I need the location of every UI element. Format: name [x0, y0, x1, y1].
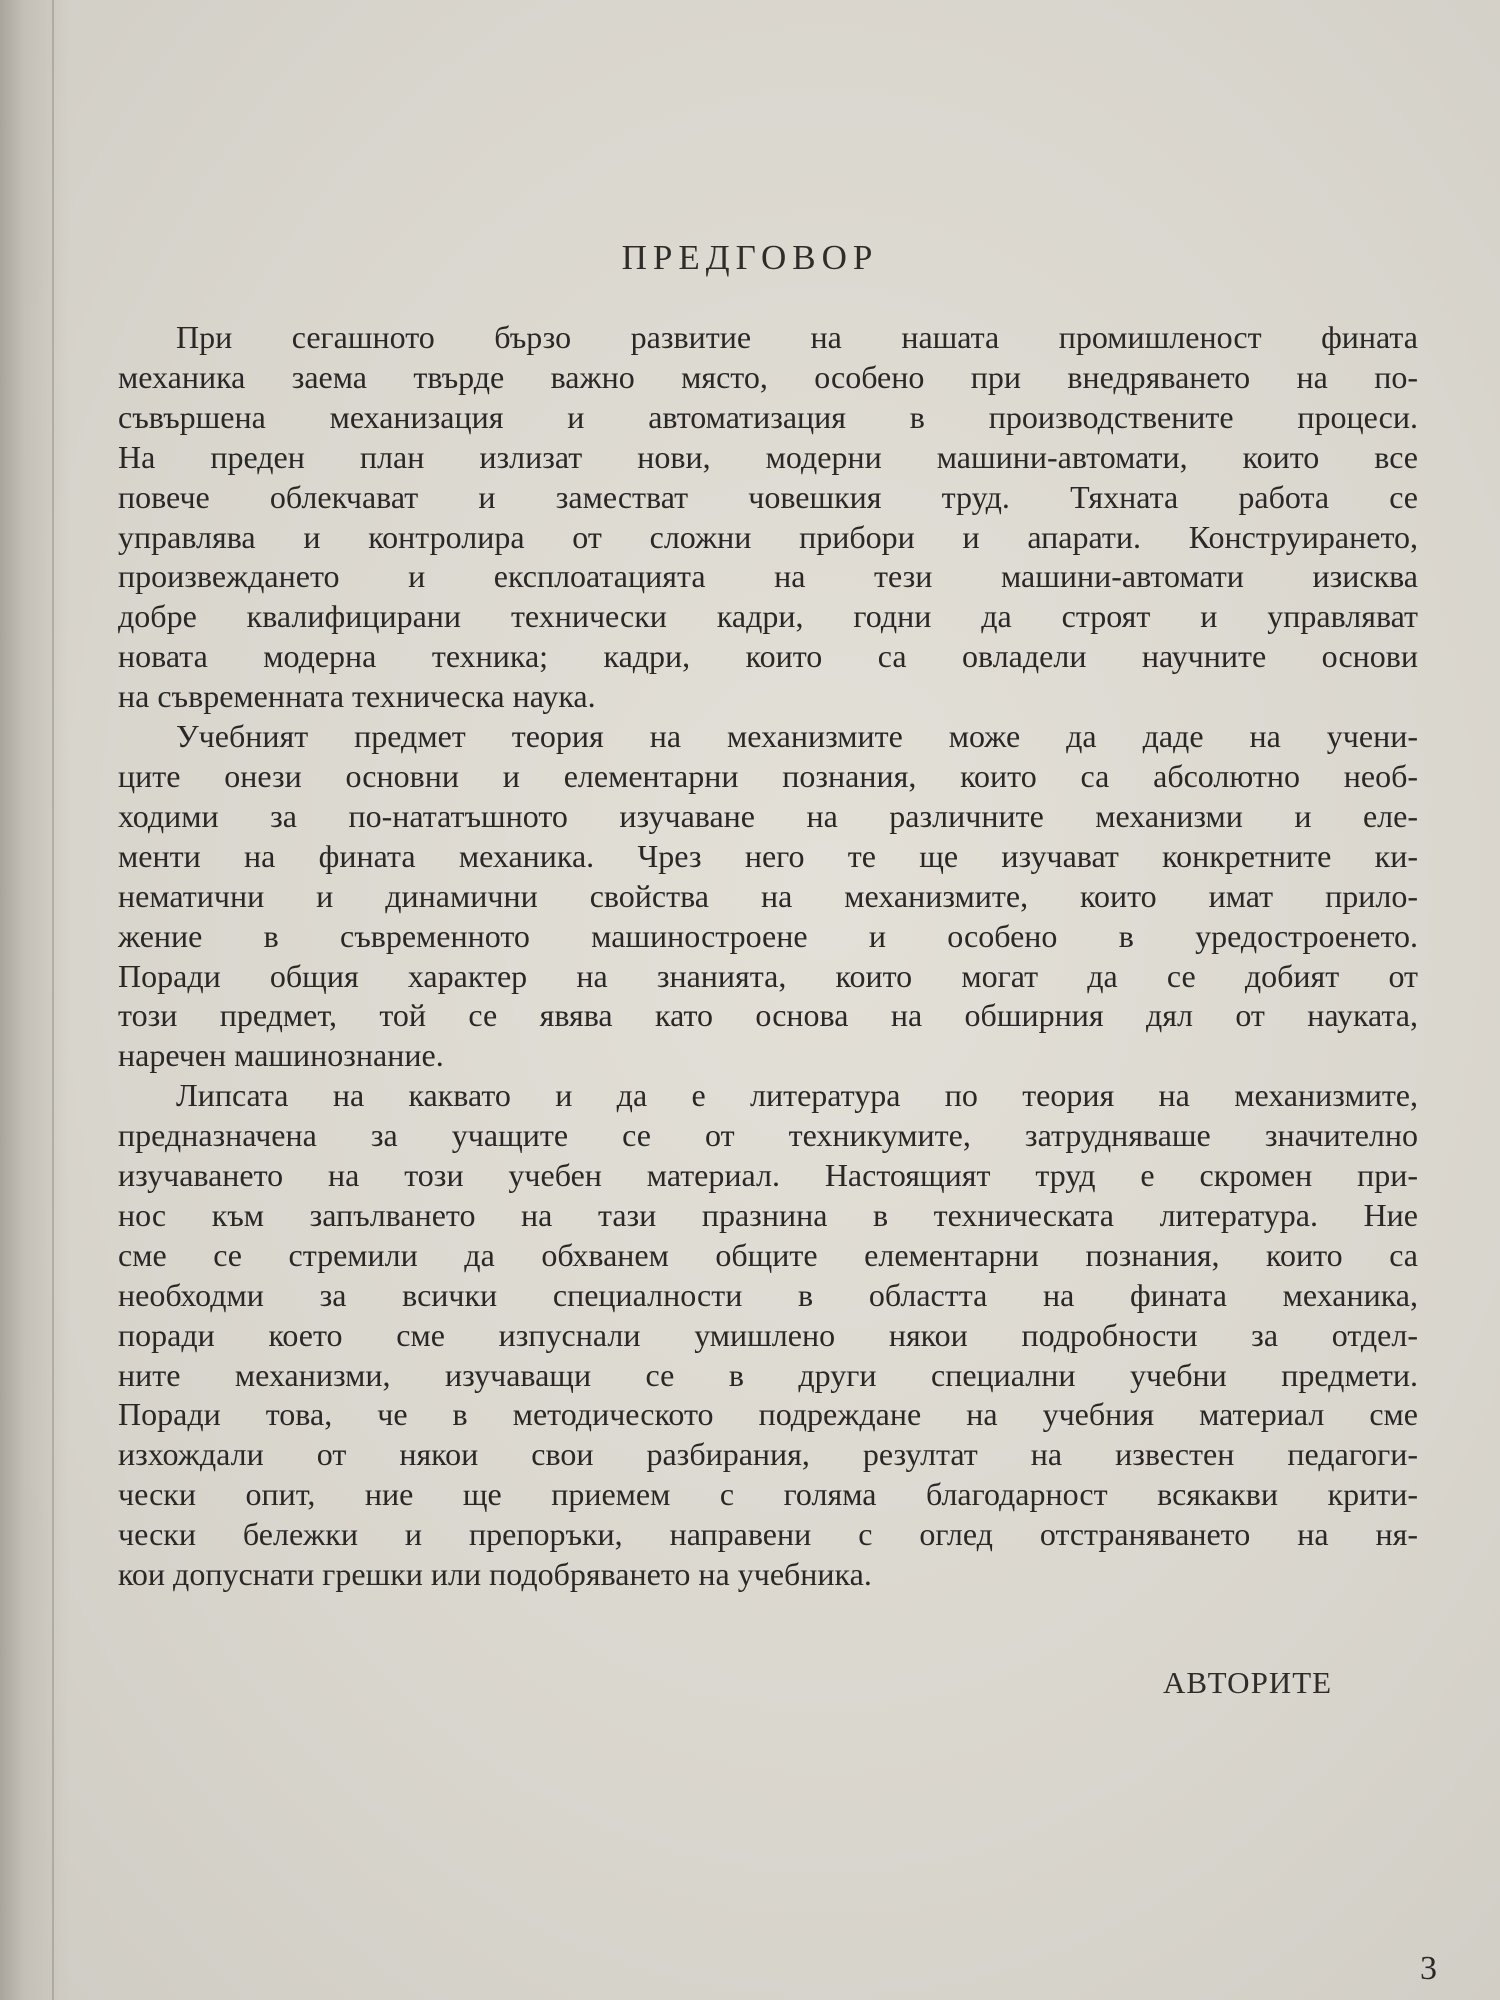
text-line: изучаването на този учебен материал. Настоящият труд е скромен при-: [118, 1157, 1418, 1194]
paragraph-2: [118, 717, 1418, 1076]
page-heading: ПРЕДГОВОР: [621, 238, 879, 277]
text-line: ходими за по-нататъшното изучаване на различните механизми и еле-: [118, 797, 1418, 834]
text-line: наречен машинознание.: [118, 1037, 444, 1074]
text-line: сме се стремили да обхванем общите елементарни познания, които са: [118, 1236, 1418, 1273]
text-line: На преден план излизат нови, модерни машини-автомати, които все: [118, 438, 1418, 475]
text-line: този предмет, той се явява като основа на обширния дял от науката,: [118, 997, 1418, 1034]
text-line: Поради това, че в методическото подреждане на учебния материал сме: [118, 1396, 1418, 1433]
text-line: съвършена механизация и автоматизация в производствените процеси.: [118, 398, 1418, 435]
text-line: механика заема твърде важно място, особено при внедряването на по-: [118, 358, 1418, 395]
text-line: Учебният предмет теория на механизмите може да даде на учени-: [176, 718, 1418, 755]
text-line: на съвременната техническа наука.: [118, 678, 596, 715]
text-line: Поради общия характер на знанията, които могат да се добият от: [118, 957, 1418, 994]
text-line: жение в съвременното машиностроене и особено в уредостроенето.: [118, 917, 1418, 954]
text-line: повече облекчават и заместват човешкия труд. Тяхната работа се: [118, 478, 1418, 515]
spine-shadow: [0, 0, 70, 2000]
text-line: менти на фината механика. Чрез него те ще изучават конкретните ки-: [118, 837, 1418, 874]
text-line: ците онези основни и елементарни познания, които са абсолютно необ-: [118, 757, 1418, 794]
spine-line: [52, 0, 54, 2000]
text-line: добре квалифицирани технически кадри, годни да строят и управляват: [118, 598, 1418, 635]
paragraph-3: [118, 1076, 1418, 1595]
text-line: новата модерна техника; кадри, които са овладели научните основи: [118, 638, 1418, 675]
text-line: Липсата на каквато и да е литература по теория на механизмите,: [176, 1077, 1418, 1114]
text-line: нос към запълването на тази празнина в техническата литература. Ние: [118, 1196, 1418, 1233]
body-text: [118, 318, 1418, 1595]
text-line: изхождали от някои свои разбирания, резултат на известен педагоги-: [118, 1436, 1418, 1473]
signature: АВТОРИТЕ: [1163, 1665, 1333, 1700]
text-line: кои допуснати грешки или подобряването на учебника.: [118, 1556, 872, 1593]
text-line: чески бележки и препоръки, направени с оглед отстраняването на ня-: [118, 1516, 1418, 1553]
paragraph-1: [118, 318, 1418, 717]
text-line: управлява и контролира от сложни прибори и апарати. Конструирането,: [118, 518, 1418, 555]
text-line: нематични и динамични свойства на механизмите, които имат прило-: [118, 877, 1418, 914]
text-line: При сегашното бързо развитие на нашата промишленост фината: [176, 319, 1418, 355]
text-line: произвеждането и експлоатацията на тези машини-автомати изисква: [118, 558, 1418, 595]
text-line: необходми за всички специалности в областта на фината механика,: [118, 1276, 1418, 1313]
text-line: ните механизми, изучаващи се в други специални учебни предмети.: [118, 1356, 1418, 1393]
text-line: поради което сме изпуснали умишлено някои подробности за отдел-: [118, 1316, 1418, 1353]
text-line: предназначена за учащите се от техникумите, затрудняваше значително: [118, 1117, 1418, 1154]
page-number: 3: [1420, 1950, 1437, 1987]
text-line: чески опит, ние ще приемем с голяма благодарност всякакви крити-: [118, 1476, 1418, 1513]
